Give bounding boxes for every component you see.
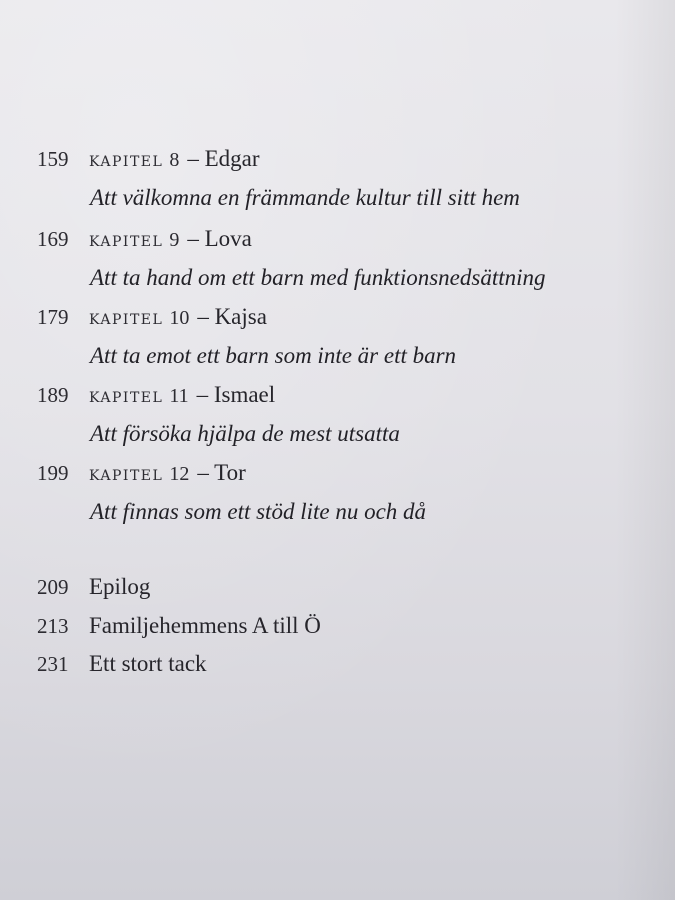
chapter-number: 12: [169, 463, 190, 485]
chapter-name: – Kajsa: [197, 304, 267, 329]
chapter-name: – Lova: [187, 226, 252, 251]
toc-entry-chapter-11: [37, 382, 275, 408]
chapter-subtitle: Att försöka hjälpa de mest utsatta: [90, 421, 400, 446]
chapter-label: KAPITEL: [89, 234, 164, 250]
page-number: 231: [37, 652, 69, 676]
chapter-label: KAPITEL: [89, 312, 164, 328]
chapter-label: KAPITEL: [89, 154, 164, 170]
chapter-subtitle: Att finnas som ett stöd lite nu och då: [90, 499, 427, 524]
entry-title: Epilog: [89, 574, 151, 599]
toc-entry-chapter-10: [37, 304, 267, 330]
page-number: 213: [37, 614, 69, 638]
chapter-subtitle: Att ta hand om ett barn med funktionsnedsättning: [90, 265, 546, 290]
toc-entry-chapter-9: [37, 226, 252, 252]
page-number: 159: [37, 147, 69, 171]
chapter-number: 10: [169, 307, 190, 329]
page-number: 209: [37, 575, 69, 599]
toc-entry-chapter-12: [37, 460, 246, 486]
chapter-subtitle: Att ta emot ett barn som inte är ett barn: [90, 343, 457, 368]
entry-title: Familjehemmens A till Ö: [89, 613, 321, 638]
entry-title: Ett stort tack: [89, 651, 207, 676]
chapter-subtitle: Att välkomna en främmande kultur till sitt hem: [90, 185, 520, 210]
chapter-label: KAPITEL: [89, 468, 164, 484]
page-number: 199: [37, 461, 69, 485]
chapter-number: 11: [169, 385, 189, 407]
page-number: 179: [37, 305, 69, 329]
chapter-name: – Ismael: [196, 382, 276, 407]
chapter-name: – Edgar: [187, 146, 260, 171]
chapter-label: KAPITEL: [89, 390, 164, 406]
toc-entry-tack: [37, 651, 207, 677]
chapter-number: 9: [169, 229, 180, 251]
toc-entry-a-till-o: [37, 613, 321, 639]
chapter-name: – Tor: [197, 460, 246, 485]
page-number: 169: [37, 227, 69, 251]
toc-entry-epilog: [37, 574, 150, 600]
toc-entry-chapter-8: [37, 146, 259, 172]
page-number: 189: [37, 383, 69, 407]
chapter-number: 8: [169, 149, 180, 171]
